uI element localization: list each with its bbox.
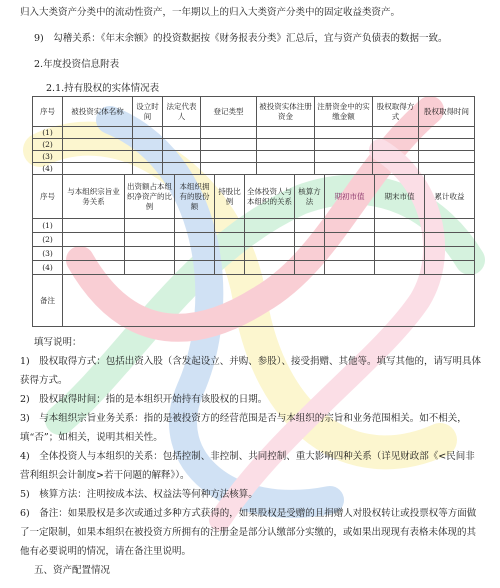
equity-entity-table	[32, 96, 475, 175]
section-5-heading: 五、资产配置情况	[34, 565, 111, 576]
col-header: 法定代表人	[163, 97, 201, 127]
table-header-row	[33, 175, 475, 219]
col-header: 出资额占本组织净资产的比例	[125, 175, 175, 219]
col-header: 期初市值	[325, 175, 375, 219]
col-header: 设立时间	[133, 97, 163, 127]
col-header: 本组织拥有的股份额	[175, 175, 215, 219]
row-index: (1)	[33, 219, 63, 233]
subsection-heading: 2.1.持有股权的实体情况表	[46, 83, 160, 94]
section-heading: 2.年度投资信息附表	[34, 59, 120, 70]
col-header: 序号	[33, 97, 63, 127]
col-header: 持股比例	[215, 175, 245, 219]
col-header: 登记类型	[201, 97, 257, 127]
table-row	[33, 261, 475, 275]
text-line-1: 归入大类资产分类中的流动性资产，一年期以上的归入大类资产分类中的固定收益类资产。	[20, 7, 401, 18]
row-index: (4)	[33, 163, 63, 175]
col-header: 股权取得时间	[419, 97, 475, 127]
table-row	[33, 151, 475, 163]
col-header: 被投资实体名称	[63, 97, 133, 127]
instructions-title: 填写说明：	[34, 337, 82, 348]
col-header: 期末市值	[375, 175, 425, 219]
row-index: (1)	[33, 127, 63, 139]
col-header: 被投资实体注册资金	[257, 97, 315, 127]
instruction-item-2: 2) 股权取得时间：指的是本组织开始持有该股权的日期。	[20, 394, 268, 405]
instruction-item-1: 1) 股权取得方式：包括出资入股（含发起设立、并购、参股）、接受捐赠、其他等。填写其他的，请写明具体获得方式。	[20, 356, 482, 386]
table-row	[33, 247, 475, 261]
col-header: 与本组织宗旨业务关系	[63, 175, 125, 219]
table-row	[33, 127, 475, 139]
col-header: 累计收益	[425, 175, 475, 219]
table-row	[33, 219, 475, 233]
table-row	[33, 139, 475, 151]
col-header: 注册资金中的实缴金额	[315, 97, 373, 127]
instruction-item-5: 5) 核算方法：注明按成本法、权益法等何种方法核算。	[20, 489, 258, 500]
note-row	[33, 275, 475, 327]
table-header-row	[33, 97, 475, 127]
text-line-2: 9) 勾稽关系：《年末余额》的投资数据按《财务报表分类》汇总后，宜与资产负债表的数据一致。	[34, 33, 448, 44]
col-header: 股权取得方式	[373, 97, 419, 127]
col-header: 全体投资人与本组织的关系	[245, 175, 295, 219]
col-header: 核算方法	[295, 175, 325, 219]
row-index: (2)	[33, 139, 63, 151]
table-row	[33, 233, 475, 247]
table-row	[33, 163, 475, 175]
row-index: (2)	[33, 233, 63, 247]
instruction-item-4: 4) 全体投资人与本组织的关系：包括控制、非控制、共同控制、重大影响四种关系（详见财政部《<民间非营利组织会计制度>若干问题的解释》）。	[20, 451, 475, 481]
note-label: 备注	[33, 275, 63, 327]
col-header: 序号	[33, 175, 63, 219]
instruction-item-6: 6) 备注：如果股权是多次或通过多种方式获得的，如果股权是受赠的且捐赠人对股权转让或投票权等方面做了一定限制，如果本组织在被投资方所拥有的注册金是部分认缴部分实缴的，或如果出现现有表格未体现的其他有必要说明的情况，请在备注里说明。	[20, 508, 477, 557]
instruction-item-3: 3) 与本组织宗旨业务关系：指的是被投资方的经营范围是否与本组织的宗旨和业务范围相关。如不相关，填“否”；如相关，说明其相关性。	[20, 413, 467, 443]
row-index: (3)	[33, 247, 63, 261]
note-cell	[63, 275, 475, 327]
row-index: (3)	[33, 151, 63, 163]
equity-relation-table	[32, 174, 475, 327]
row-index: (4)	[33, 261, 63, 275]
